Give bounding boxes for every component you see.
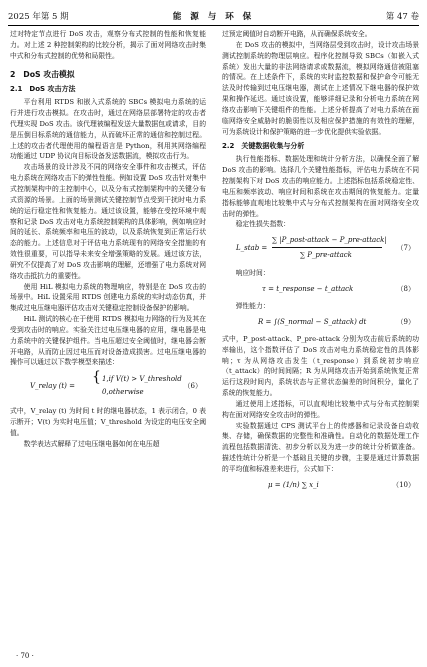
equation-denominator: ∑ P_pre-attack <box>300 251 352 260</box>
equation-number: （8） <box>396 285 415 294</box>
equation-10 <box>222 479 419 493</box>
paragraph: 攻击场景的设计涉及不同的网络安全事件和攻击模式，评估电力系统在网络攻击下的弹性性能。例如设置 DoS 攻击针对集中式控制架构中的主控制中心，以及分布式控制架构中的关键分布式资源的场景。上面的场景测试关键控制节点受到干扰时电力系统的运行稳定性和恢复能力。通过该设置，能够在受控环境中观察和记录 DoS 攻击对电力系统控制架构的具体影响，例如响应时间的延长、系统频率和电压的波动，以及系统恢复到正常运行状态的能力。上述信息对于评估电力系统现有的网络安全措施的有效性很重要，可以指导未来安全增强策略的发展。通过该方法，研究不仅提高了对 DoS 攻击影响的理解，还增强了电力系统对网络攻击抵抗力的重要性。 <box>10 163 206 280</box>
equation-6 <box>10 369 206 402</box>
equation-8 <box>222 283 419 297</box>
paragraph: 过对特定节点进行 DoS 攻击，观察分布式控制的性能和恢复能力。对上述 2 种控制架构的比较分析，揭示了面对网络攻击时集中式和分布式控制的优势和局限性。 <box>10 30 206 60</box>
running-header <box>8 10 419 22</box>
equation-7 <box>222 234 419 264</box>
equation-lhs: V_relay (t) = <box>30 382 76 391</box>
paragraph: 使用 HiL 模拟电力系统的物理响应，特别是在 DoS 攻击的场景中。HiL 设置采用 RTDS 创建电力系统的实时动态仿真，并集成过电压继电器评估攻击对关键稳定控制设备保护的影响。 <box>10 282 206 313</box>
equation-number: （6） <box>183 382 202 391</box>
equation-number: （9） <box>396 317 415 326</box>
equation-number: （7） <box>396 244 415 253</box>
paragraph: 执行性能指标、数据处理和统计分析方法，以确保全面了解 DoS 攻击的影响。选择几个关键性能指标，评估电力系统在不同控制架构下对 DoS 攻击的响应能力。上述指标包括系统稳定性、电压和频率波动、响应时间和系统在攻击期间的恢复能力。定量指标能够直观地比较集中式与分布式控制架构在面对网络安全攻击时的弹性。 <box>222 155 419 218</box>
paragraph: 实验数据通过 CPS 测试平台上的传感器和记录设备自动收集、存储，确保数据的完整性和准确性。自动化的数据处理工作流程包括数据清洗、初步分析以及为进一步的统计分析做准备。描述性统计分析是一个基础且关键的步骤，主要是通过计算数据的平均值和标准差来进行，公式如下： <box>222 421 419 473</box>
subsection-heading: 2.2 关键数据收集与分析 <box>222 142 305 151</box>
equation-expr: τ = t_response − t_attack <box>262 285 354 294</box>
issue-label: 2025 年第 5 期 <box>8 12 69 22</box>
equation-expr: R = ∫(S_normal − S_attack) dt <box>258 317 367 326</box>
left-column <box>10 29 206 450</box>
paragraph: 通过使用上述指标，可以直观地比较集中式与分布式控制架构在面对网络安全攻击时的弹性。 <box>222 399 419 419</box>
paragraph: 过预定阈值时自动断开电路，从而确保系统安全。 <box>222 30 372 38</box>
page-number: · 70 · <box>16 652 34 660</box>
equation-case-2: 0,otherwise <box>102 388 144 397</box>
header-rule <box>8 25 419 26</box>
volume-label: 第 47 卷 <box>385 12 419 22</box>
equation-case-1: 1,if V(t) > V_threshold <box>102 375 182 384</box>
section-heading: 2 DoS 攻击模拟 <box>10 69 75 79</box>
fraction-bar <box>272 247 382 248</box>
right-column <box>222 29 419 497</box>
paragraph: 平台利用 RTDS 和嵌入式系统的 SBCs 模拟电力系统的运行并进行攻击模拟。在攻击时，通过在网络层部署特定的攻击者代理实现 DoS 攻击。该代理被编程发送大量数据包或请求，目的是压倒目标系统的通信能力，从而破坏正常的通信和控制过程。上述的攻击者代理使用的编程语言是 Python，利用其网络编程功能通过 UDP 协议向目标设备发送数据流，模拟攻击行为。 <box>10 98 206 161</box>
paragraph: 式中，P_post-attack、P_pre-attack 分别为攻击前后系统的功率输出，这个指数评估了 DoS 攻击对电力系统稳定性的具体影响；τ 为从网络攻击发生（t_response）到系统初步响应（t_attack）的时间间隔；R 为从网络攻击开始到系统恢复正常运行这段时间内，系统状态与正常状态偏差的时间积分，量化了系统的恢复能力。 <box>222 334 419 398</box>
paragraph: 数学表达式解释了过电压继电器如何在电压超 <box>23 439 160 448</box>
paragraph: 式中，V_relay (t) 为时间 t 时的继电器状态，1 表示闭合，0 表示断开；V(t) 为实时电压值；V_threshold 为设定的电压安全阈值。 <box>10 407 206 437</box>
equation-9 <box>222 316 419 330</box>
equation-lhs: L_stab = <box>236 244 268 253</box>
equation-numerator: ∑ |P_post-attack − P_pre-attack| <box>272 236 387 245</box>
equation-number: （10） <box>392 480 415 489</box>
equation-expr: μ = (1/n) ∑ x_i <box>268 480 319 489</box>
subsection-heading: 2.1 DoS 攻击方法 <box>10 85 76 94</box>
brace-glyph: { <box>92 369 101 386</box>
paragraph: 弹性能力： <box>235 302 270 311</box>
paragraph: 响应时间： <box>235 269 270 278</box>
journal-title: 能 源 与 环 保 <box>172 12 255 22</box>
paragraph: HiL 测试的核心在于使用 RTDS 模拟电力网络的行为及其在受到攻击时的响应。实验关注过电压继电器的应用，继电器是电力系统中的关键保护组件。当电压超过安全阈值时，继电器会断开电路，从而防止因过电压而对设备造成损害。过电压继电器的操作可以通过以下数学模型来描述： <box>10 315 206 367</box>
paragraph: 在 DoS 攻击的模拟中，当网络层受到攻击时，设计攻击场景测试控制系统的物理层响应。程序化控制导致 SBCs（如嵌入式系统）发出大量的非法网络请求或数据流，模拟网络通信被阻塞的情况。在上述条件下，系统的实时监控数据和保护命令可能无法及时传输到过电压继电器，测试在上述情况下继电器的保护效果和操作延迟。通过该设置，能够详细记录和分析电力系统在网络攻击影响下关键组件的性能。上述分析提高了对电力系统在面临网络安全威胁时的脆弱性以及相应保护措施的有效性的理解，可为系统设计和保护策略的进一步优化提供实验依据。 <box>222 40 419 136</box>
paragraph: 稳定性损失指数： <box>235 220 290 229</box>
